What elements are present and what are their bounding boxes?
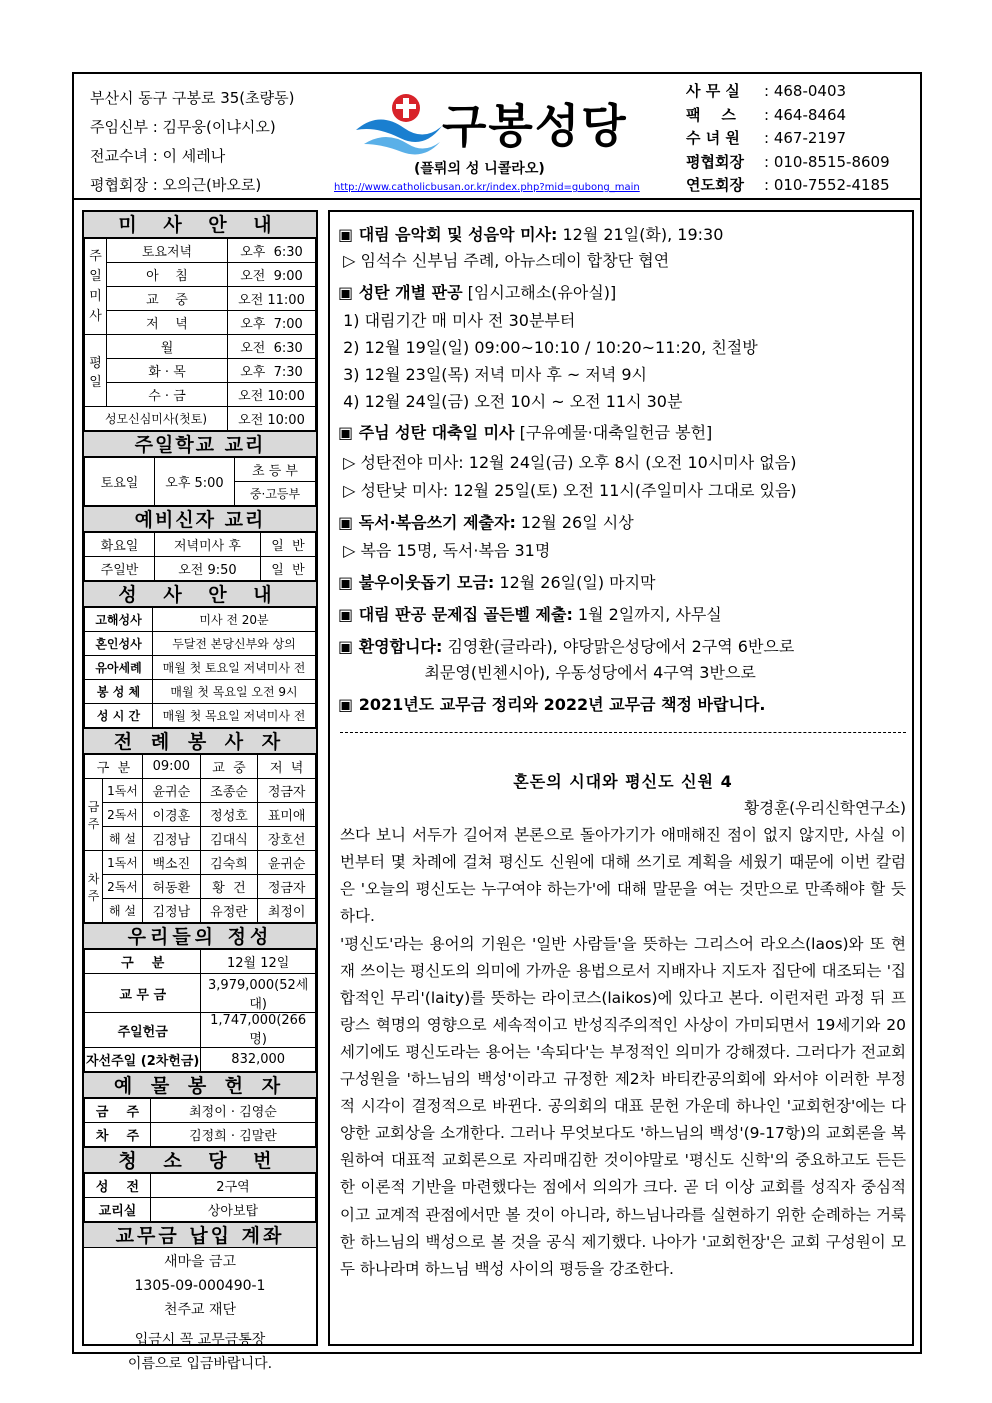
table-cell: 수 · 금: [107, 383, 228, 407]
contact-row: [686, 127, 890, 151]
parish-title: 구봉성당: [442, 99, 628, 153]
notice-text: 1) 대림기간 매 미사 전 30분부터: [338, 311, 576, 330]
header-info: [90, 84, 295, 200]
notice-text: [구유예물·대축일헌금 봉헌]: [514, 423, 713, 442]
table-row: [85, 779, 316, 803]
table-cell: 윤귀순: [258, 851, 316, 875]
catechism-table: [84, 532, 316, 581]
table-cell: 교리실: [85, 1198, 151, 1222]
table-row: [85, 557, 316, 581]
notice-text: 12월 21일(화), 19:30: [557, 225, 724, 244]
notice-text: 12월 26일(일) 마지막: [494, 573, 656, 592]
notice-heading: ▣ 대림 판공 문제집 골든벨 제출:: [338, 605, 573, 624]
article: [340, 768, 906, 1283]
notice-item: [338, 602, 722, 625]
notice-text: ▷ 임석수 신부님 주례, 아뉴스데이 합창단 협연: [338, 251, 670, 270]
contact-label: 평협회장: [686, 152, 744, 171]
notice-item: [338, 660, 756, 683]
table-cell: 해 설: [103, 827, 143, 851]
article-author: 황경훈(우리신학연구소): [744, 799, 906, 818]
notice-item: [338, 420, 712, 443]
contact-row: [686, 80, 890, 104]
table-cell: 장호선: [258, 827, 316, 851]
notice-item: [338, 308, 575, 331]
account-line: 새마을 금고: [163, 1254, 237, 1270]
account-line: 이름으로 입금바랍니다.: [127, 1356, 273, 1372]
table-row: [85, 899, 316, 923]
table-row: [85, 974, 316, 1013]
table-cell: 최정이: [258, 899, 316, 923]
table-cell: 1,747,000(266명): [201, 1013, 316, 1048]
table-cell: 해 설: [103, 899, 143, 923]
table-cell: 김정남: [143, 827, 201, 851]
table-cell: 성 전: [85, 1174, 151, 1198]
gift-table: [84, 1098, 316, 1147]
notice-text: 12월 26일 시상: [515, 513, 634, 532]
notice-heading: ▣ 대림 음악회 및 성음악 미사:: [338, 225, 558, 244]
table-cell: 일 반: [260, 533, 315, 557]
table-cell: 교 중: [200, 755, 258, 779]
account-info: [84, 1248, 316, 1376]
address: 부산시 동구 구봉로 35(초량동): [90, 89, 295, 107]
article-paragraph-1: 쓰다 보니 서두가 길어져 본론으로 돌아가기가 애매해진 점이 없지 않지만, 사실 이번부터 몇 차례에 걸쳐 평신도 신원에 대해 쓰기로 계획을 세웠기 때문에 이번 칼럼은 '오늘의 평신도는 누구여야 하는가'에 대해 말문을 여는 것만으로 만족해야 할 듯하다.: [340, 826, 906, 926]
table-cell: 상아보탑: [151, 1198, 316, 1222]
ss-day: 토요일: [85, 458, 155, 506]
notice-heading: ▣ 주님 성탄 대축일 미사: [338, 423, 515, 442]
table-row: [85, 950, 316, 974]
table-cell: 성 시 간: [85, 704, 153, 728]
contact-label: 수 녀 원: [686, 129, 740, 147]
table-cell: 두달전 본당신부와 상의: [153, 632, 316, 656]
notice-item: [338, 634, 794, 657]
table-cell: 최정이 · 김영순: [151, 1099, 316, 1123]
table-cell: 차주: [85, 851, 103, 923]
table-row: [85, 704, 316, 728]
table-row: [85, 1013, 316, 1048]
account-line: 천주교 재단: [163, 1302, 237, 1318]
article-paragraph-2: '평신도'라는 용어의 기원은 '일반 사람들'을 뜻하는 그리스어 라오스(laos)와 또 현재 쓰이는 평신도의 의미에 가까운 용법으로서 지배자나 지도자 집단에 대조되는 '집합적인 무리'(laity)를 뜻하는 라이코스(laikos)에 있다고 본다. 이런저런 과정 뒤 프랑스 혁명의 영향으로 세속적이고 반성직주의적인 사상이 가미되면서 19세기와 20세기에도 평신도라는 용어는 '속되다'는 부정적인 의미가 강해졌다. 그러다가 전교회 구성원을 '하느님의 백성'이라고 규정한 제2차 바티칸공의회에 와서야 이러한 부정적 시각이 결정적으로 바뀐다. 공의회의 대표 문헌 가운데 하나인 '교회헌장'에는 다양한 교회상을 소개한다. 그러나 무엇보다도 '하느님의 백성'(9-17항)의 교회론을 복원하여 대표적 교회론으로 자리매김한 것이야말로 '평신도 신학'의 중요하고도 든든한 이론적 기반을 마련했다는 점에서 의의가 크다. 곧 더 이상 교회를 성직자 중심적이고 교계적 관점에서만 볼 것이 아니라, 하느님나라를 실현하기 위한 순례하는 거룩한 하느님의 백성으로 볼 것을 공식 제기했다. 나아가 '교회헌장'은 교회 구성원이 모두 하나라며 하느님 백성 사이의 평등을 강조한다.: [340, 934, 906, 1278]
contact-row: [686, 104, 890, 128]
priest: 주임신부 : 김무웅(이냐시오): [90, 118, 276, 136]
table-cell: 허동환: [143, 875, 201, 899]
table-cell: 황 건: [200, 875, 258, 899]
notice-item: [338, 335, 758, 358]
table-cell: 금주: [85, 779, 103, 851]
contact-value: : 010-8515-8609: [764, 152, 890, 171]
contact-row: [686, 151, 890, 175]
notice-item: [338, 222, 723, 245]
notice-item: [338, 510, 634, 533]
table-cell: 차 주: [85, 1123, 151, 1147]
mass-table: [84, 238, 316, 431]
table-cell: 3,979,000(52세대): [201, 974, 316, 1013]
divider: [340, 732, 906, 733]
table-cell: 2구역: [151, 1174, 316, 1198]
table-cell: 김정희 · 김말란: [151, 1123, 316, 1147]
account-line: 입금시 꼭 교무금통장: [134, 1332, 266, 1348]
table-row: [85, 359, 316, 383]
table-cell: 2독서: [103, 803, 143, 827]
sister: 전교수녀 : 이 세레나: [90, 147, 226, 165]
table-cell: 1독서: [103, 851, 143, 875]
right-column: [328, 210, 914, 1346]
table-cell: 고해성사: [85, 608, 153, 632]
table-cell: 교 무 금: [85, 974, 201, 1013]
ss-group-a: 초 등 부: [235, 458, 316, 482]
table-cell: 김정남: [143, 899, 201, 923]
notice-text: 김영환(글라라), 야당맑은성당에서 2구역 6반으로: [442, 637, 795, 656]
notice-heading: ▣ 독서·복음쓰기 제출자:: [338, 513, 516, 532]
notice-text: ▷ 성탄전야 미사: 12월 24일(금) 오후 8시 (오전 10시미사 없음): [338, 453, 797, 472]
notice-item: [338, 450, 796, 473]
notice-item: [338, 280, 616, 303]
table-cell: 월: [107, 335, 228, 359]
table-row: [85, 287, 316, 311]
table-cell: 금 주: [85, 1099, 151, 1123]
notice-text: 4) 12월 24일(금) 오전 10시 ~ 오전 11시 30분: [338, 392, 683, 411]
contact-value: : 010-7552-4185: [764, 176, 890, 194]
table-cell: 12월 12일: [201, 950, 316, 974]
table-cell: 유정란: [200, 899, 258, 923]
account-line: 1305-09-000490-1: [134, 1278, 266, 1294]
account-title: 교무금 납입 계좌: [84, 1222, 316, 1248]
header: [74, 74, 920, 200]
table-row: [85, 1123, 316, 1147]
table-row: [85, 608, 316, 632]
parish-url-link[interactable]: http://www.catholicbusan.or.kr/index.php?mid=gubong_main: [334, 182, 640, 193]
table-cell: 자선주일 (2차헌금): [85, 1048, 201, 1072]
notice-text: ▷ 성탄낮 미사: 12월 25일(토) 오전 11시(주일미사 그대로 있음): [338, 481, 797, 500]
cleaning-title: 청 소 당 번: [84, 1147, 316, 1173]
table-cell: 저녁미사 후: [155, 533, 261, 557]
table-cell: 일 반: [260, 557, 315, 581]
table-cell: 오전 9:50: [155, 557, 261, 581]
notice-item: [338, 692, 765, 715]
table-cell: 윤귀순: [143, 779, 201, 803]
table-cell: 봉 성 체: [85, 680, 153, 704]
contacts: [686, 80, 890, 198]
sacrament-table: [84, 607, 316, 728]
table-row: [85, 1174, 316, 1198]
table-cell: 유아세례: [85, 656, 153, 680]
notice-text: ▷ 복음 15명, 독서·복음 31명: [338, 541, 551, 560]
table-row: [85, 875, 316, 899]
left-column: [82, 210, 318, 1372]
gift-title: 예 물 봉 헌 자: [84, 1072, 316, 1098]
table-cell: 구 분: [85, 950, 201, 974]
table-cell: 오전 11:00: [228, 287, 316, 311]
contact-value: : 464-8464: [764, 105, 847, 124]
table-cell: 토요저녁: [107, 239, 228, 263]
table-row: [85, 407, 316, 431]
table-cell: 교 중: [107, 287, 228, 311]
table-row: [85, 335, 316, 359]
table-row: [85, 311, 316, 335]
table-cell: 김숙희: [200, 851, 258, 875]
servers-title: 전 례 봉 사 자: [84, 728, 316, 754]
table-cell: 백소진: [143, 851, 201, 875]
notice-heading: ▣ 2021년도 교무금 정리와 2022년 교무금 책정 바랍니다.: [338, 695, 766, 714]
notice-item: [338, 389, 682, 412]
table-row: [85, 755, 316, 779]
logo: [334, 86, 684, 196]
table-row: [85, 263, 316, 287]
table-cell: 저 녁: [258, 755, 316, 779]
council: 평협회장 : 오의근(바오로): [90, 176, 262, 194]
table-cell: 저 녁: [107, 311, 228, 335]
table-cell: 1독서: [103, 779, 143, 803]
notice-text: 2) 12월 19일(일) 09:00~10:10 / 10:20~11:20, 친절방: [338, 338, 758, 357]
notice-item: [338, 362, 647, 385]
table-cell: 오후 7:30: [228, 359, 316, 383]
table-cell: 09:00: [143, 755, 201, 779]
table-cell: 오후 6:30: [228, 239, 316, 263]
table-row: [85, 1198, 316, 1222]
table-cell: 매월 첫 목요일 오전 9시: [153, 680, 316, 704]
table-cell: 주일헌금: [85, 1013, 201, 1048]
contact-value: : 468-0403: [764, 82, 847, 100]
table-cell: 평일: [85, 335, 107, 407]
table-cell: 832,000: [201, 1048, 316, 1072]
table-cell: 오전 9:00: [228, 263, 316, 287]
notice-text: 3) 12월 23일(목) 저녁 미사 후 ~ 저녁 9시: [338, 365, 648, 384]
table-cell: 매월 첫 목요일 저녁미사 전: [153, 704, 316, 728]
catechism-title: 예비신자 교리: [84, 506, 316, 532]
sunday-school-title: 주일학교 교리: [84, 431, 316, 457]
table-row: [85, 656, 316, 680]
ss-group-b: 중·고등부: [235, 482, 316, 506]
table-cell: 미사 전 20분: [153, 608, 316, 632]
mass-title: 미 사 안 내: [84, 212, 316, 238]
table-cell: 화 · 목: [107, 359, 228, 383]
table-cell: 정금자: [258, 875, 316, 899]
contact-label: 연도회장: [686, 176, 744, 194]
table-cell: 표미애: [258, 803, 316, 827]
ss-time: 오후 5:00: [155, 458, 235, 506]
table-row: [85, 851, 316, 875]
table-cell: 오전 10:00: [228, 407, 316, 431]
table-cell: 주일미사: [85, 239, 107, 335]
table-row: [85, 1099, 316, 1123]
table-row: [85, 803, 316, 827]
church-logo-icon: [354, 88, 444, 158]
table-cell: 구 분: [85, 755, 143, 779]
sunday-school-table: [84, 457, 316, 506]
table-row: [85, 827, 316, 851]
table-row: [85, 533, 316, 557]
notice-text: 최문영(빈첸시아), 우동성당에서 4구역 3반으로: [338, 663, 756, 682]
contact-row: [686, 174, 890, 198]
table-row: [85, 383, 316, 407]
servers-table: [84, 754, 316, 923]
table-cell: 2독서: [103, 875, 143, 899]
table-cell: 오전 10:00: [228, 383, 316, 407]
notice-text: [임시고해소(유아실)]: [462, 283, 617, 302]
table-row: [85, 680, 316, 704]
table-cell: 오후 7:00: [228, 311, 316, 335]
table-cell: 정성호: [200, 803, 258, 827]
table-cell: 아 침: [107, 263, 228, 287]
table-row: [85, 239, 316, 263]
notice-item: [338, 478, 797, 501]
table-cell: 혼인성사: [85, 632, 153, 656]
notice-item: [338, 538, 550, 561]
table-cell: 김대식: [200, 827, 258, 851]
notice-heading: ▣ 환영합니다:: [338, 637, 443, 656]
sacrament-title: 성 사 안 내: [84, 581, 316, 607]
contact-label: 팩 스: [686, 105, 736, 124]
cleaning-table: [84, 1173, 316, 1222]
notice-text: 1월 2일까지, 사무실: [572, 605, 722, 624]
notice-heading: ▣ 불우이웃돕기 모금:: [338, 573, 495, 592]
table-cell: 조종순: [200, 779, 258, 803]
offering-title: 우리들의 정성: [84, 923, 316, 949]
article-title: 혼돈의 시대와 평신도 신원 4: [513, 772, 733, 791]
table-cell: 오전 6:30: [228, 335, 316, 359]
table-cell: 매월 첫 토요일 저녁미사 전: [153, 656, 316, 680]
contact-label: 사 무 실: [686, 82, 740, 100]
table-cell: 성모신심미사(첫토): [85, 407, 228, 431]
notice-item: [338, 570, 656, 593]
table-row: [85, 632, 316, 656]
notice-item: [338, 248, 669, 271]
table-cell: 주일반: [85, 557, 155, 581]
bulletin-frame: [72, 72, 922, 1372]
parish-subtitle: (플뤼의 성 니콜라오): [414, 161, 545, 177]
offering-table: [84, 949, 316, 1072]
table-cell: 정금자: [258, 779, 316, 803]
table-row: [85, 1048, 316, 1072]
contact-value: : 467-2197: [764, 129, 847, 147]
table-cell: 이경훈: [143, 803, 201, 827]
notice-heading: ▣ 성탄 개별 판공: [338, 283, 463, 302]
table-cell: 화요일: [85, 533, 155, 557]
